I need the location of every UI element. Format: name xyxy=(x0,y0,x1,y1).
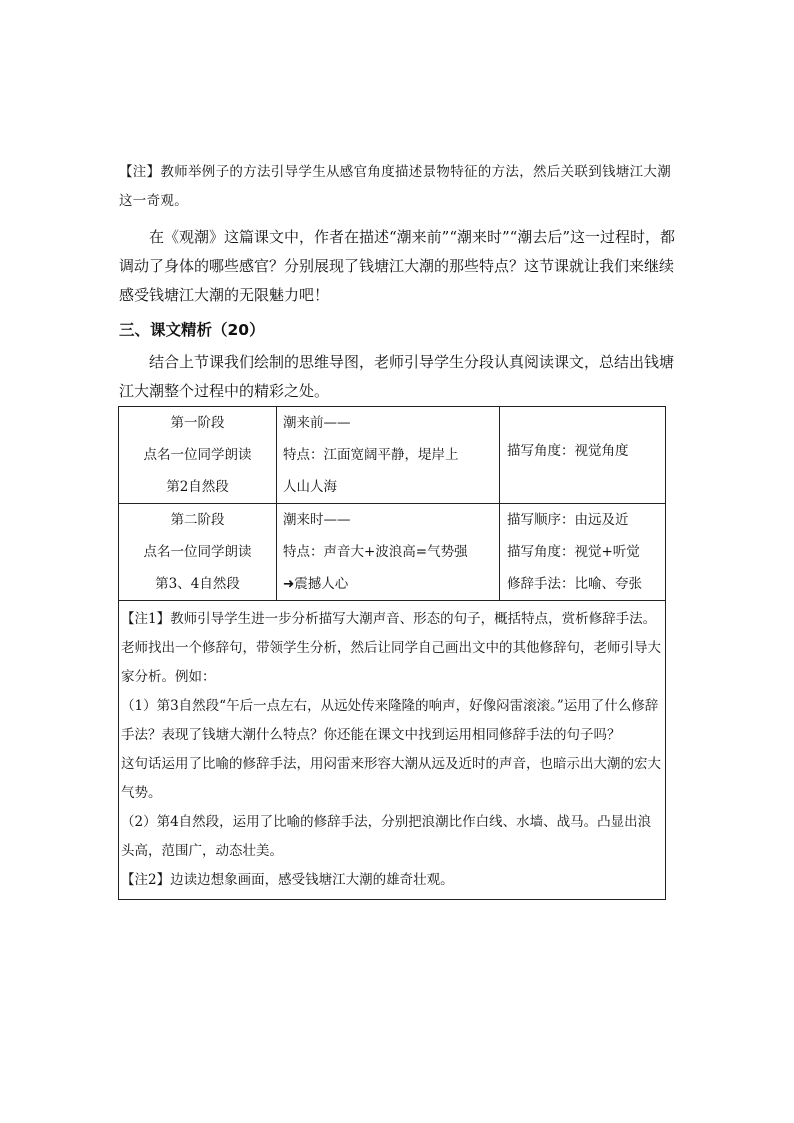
teaching-note: 这句话运用了比喻的修辞手法，用闷雷来形容大潮从远及近时的声音，也暗示出大潮的宏大气势。 xyxy=(121,756,661,801)
stage-cell xyxy=(119,407,277,504)
lesson-table xyxy=(118,406,666,900)
stage-name: 第一阶段 xyxy=(170,415,225,431)
content-line: 特点：江面宽阔平静，堤岸上 xyxy=(283,447,459,463)
note-line: 修辞手法：比喻、夸张 xyxy=(507,576,642,592)
content-line: 特点：声音大+波浪高=气势强 xyxy=(283,544,468,560)
note-line: 描写顺序：由远及近 xyxy=(507,512,629,528)
table-row xyxy=(119,504,666,601)
table-row xyxy=(119,407,666,504)
stage-paragraph: 第3、4自然段 xyxy=(155,576,240,592)
stage-reader: 点名一位同学朗读 xyxy=(143,447,252,463)
teaching-note: （2）第4自然段，运用了比喻的修辞手法，分别把浪潮比作白线、水墙、战马。凸显出浪头高，范围广，动态壮美。 xyxy=(121,814,652,859)
stage-paragraph: 第2自然段 xyxy=(166,479,229,495)
notes-cell xyxy=(500,504,666,601)
teaching-note: 【注1】教师引导学生进一步分析描写大潮声音、形态的句子，概括特点，赏析修辞手法。老师找出一个修辞句，带领学生分析，然后让同学自己画出文中的其他修辞句，老师引导大家分析。例如： xyxy=(121,611,661,685)
table-row xyxy=(119,601,666,900)
content-cell xyxy=(277,504,500,601)
content-line: 人山人海 xyxy=(283,479,337,495)
intro-paragraph: 在《观潮》这篇课文中，作者在描述“潮来前”“潮来时”“潮去后”这一过程时，都调动了身体的哪些感官？分别展现了钱塘江大潮的那些特点？这节课就让我们来继续感受钱塘江大潮的无限魅力吧！ xyxy=(119,228,676,304)
teaching-note: （1）第3自然段“午后一点左右，从远处传来隆隆的响声，好像闷雷滚滚。”运用了什么修辞手法？表现了钱塘大潮什么特点？你还能在课文中找到运用相同修辞手法的句子吗？ xyxy=(121,698,659,743)
content-line: ➜震撼人心 xyxy=(283,576,349,592)
teaching-note: 【注2】边读边想象画面，感受钱塘江大潮的雄奇壮观。 xyxy=(121,872,454,888)
content-cell xyxy=(277,407,500,504)
note-line: 描写角度：视觉+听觉 xyxy=(507,544,640,560)
section-paragraph: 结合上节课我们绘制的思维导图，老师引导学生分段认真阅读课文，总结出钱塘江大潮整个过程中的精彩之处。 xyxy=(119,353,675,400)
content-line: 潮来前—— xyxy=(283,415,351,431)
content-line: 潮来时—— xyxy=(283,512,351,528)
notes-cell xyxy=(500,407,666,504)
stage-name: 第二阶段 xyxy=(170,512,225,528)
intro-note: 【注】教师举例子的方法引导学生从感官角度描述景物特征的方法，然后关联到钱塘江大潮这一奇观。 xyxy=(119,164,671,209)
teaching-notes-cell xyxy=(119,601,666,900)
note-line: 描写角度：视觉角度 xyxy=(507,443,629,459)
section-heading: 三、课文精析（20） xyxy=(119,321,265,339)
stage-cell xyxy=(119,504,277,601)
stage-reader: 点名一位同学朗读 xyxy=(143,544,252,560)
